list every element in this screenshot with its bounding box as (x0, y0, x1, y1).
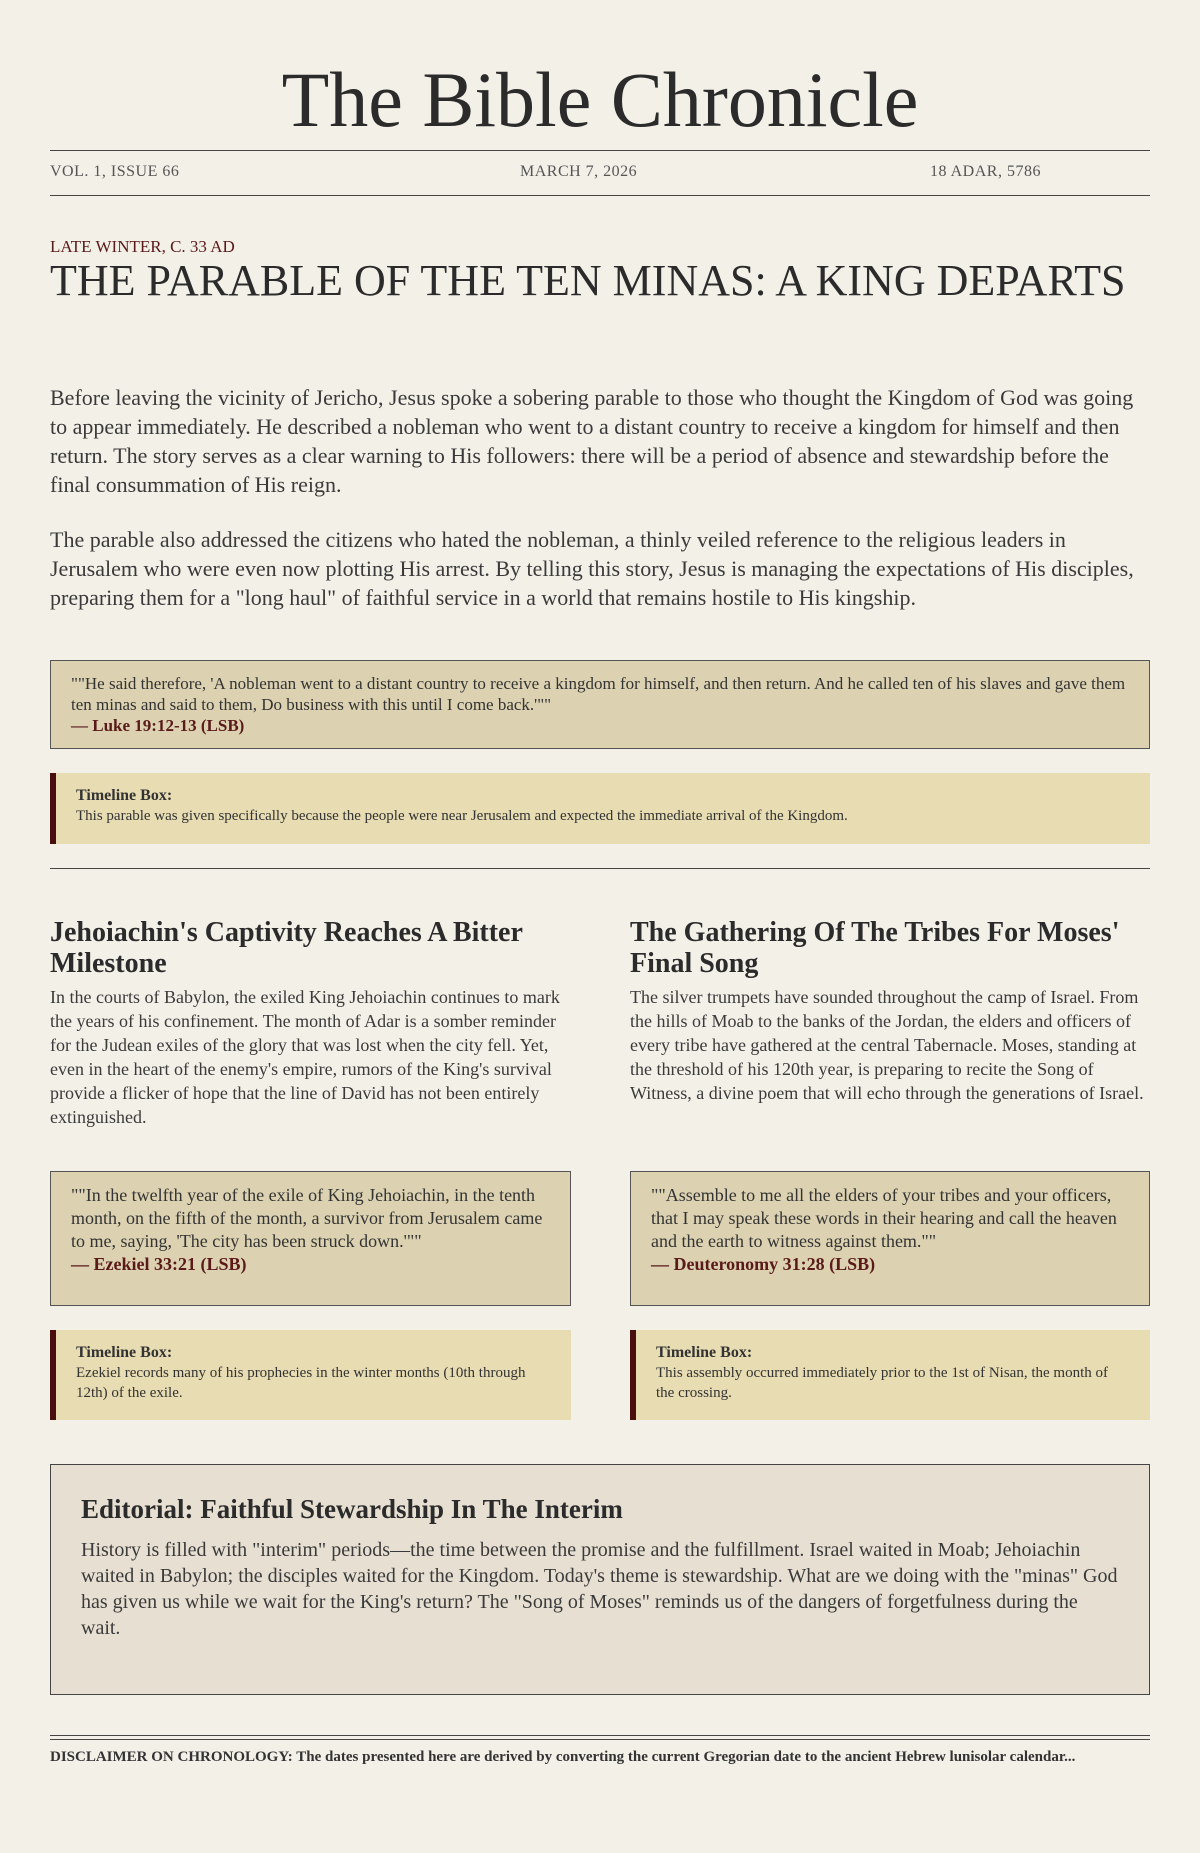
issue-date: MARCH 7, 2026 (520, 163, 638, 180)
quote-text: ""In the twelfth year of the exile of King Jehoiachin, in the tenth month, on the fifth of the month, a survivor from Jerusalem came to me, saying, 'The city has been struck down.'"" (71, 1185, 543, 1251)
issue-volume: VOL. 1, ISSUE 66 (50, 163, 180, 180)
left-column-body: In the courts of Babylon, the exiled King Jehoiachin continues to mark the years of his confinement. The month of Adar is a somber reminder for the Judean exiles of the glory that was lost when the city fell. Yet, even in the heart of the enemy's empire, rumors of the King's survival provide a flicker of hope that the line of David has not been entirely extinguished. (50, 987, 560, 1127)
section-divider (50, 868, 1150, 869)
chronology-disclaimer: DISCLAIMER ON CHRONOLOGY: The dates presented here are derived by converting the current Gregorian date to the ancient Hebrew lunisolar calendar... (50, 1749, 1076, 1765)
hebrew-date: 18 ADAR, 5786 (930, 163, 1041, 180)
lead-timeline-box (50, 773, 1150, 844)
quote-text: ""He said therefore, 'A nobleman went to a distant country to receive a kingdom for himself, and then return. And he called ten of his slaves and gave them ten minas and said to them, Do business with this until I come back.'"" (71, 674, 1126, 714)
lead-paragraph: The parable also addressed the citizens who hated the nobleman, a thinly veiled reference to the religious leaders in Jerusalem who were even now plotting His arrest. By telling this story, Jesus is managing the expectations of His disciples, preparing them for a "long haul" of faithful service in a world that remains hostile to His kingship. (50, 527, 1134, 610)
right-timeline-box (630, 1330, 1150, 1420)
timeline-label: Timeline Box: (656, 1344, 753, 1361)
right-column-body: The silver trumpets have sounded throughout the camp of Israel. From the hills of Moab to the banks of the Jordan, the elders and officers of every tribe have gathered at the central Tabernacle. Moses, standing at the threshold of his 120th year, is preparing to recite the Song of Witness, a divine poem that will echo through the generations of Israel. (630, 987, 1144, 1103)
timeline-text: Ezekiel records many of his prophecies in the winter months (10th through 12th) of the exile. (76, 1365, 526, 1401)
right-scripture-quote (630, 1171, 1150, 1306)
lead-headline: THE PARABLE OF THE TEN MINAS: A KING DEPARTS (50, 256, 1126, 305)
quote-reference: — Ezekiel 33:21 (LSB) (71, 1254, 247, 1274)
quote-reference: — Luke 19:12-13 (LSB) (71, 716, 245, 735)
masthead-meta-bar (50, 150, 1150, 196)
quote-text: ""Assemble to me all the elders of your tribes and your officers, that I may speak these words in their hearing and call the heaven and the earth to witness against them."" (651, 1185, 1117, 1251)
timeline-label: Timeline Box: (76, 787, 173, 804)
timeline-text: This assembly occurred immediately prior to the 1st of Nisan, the month of the crossing. (656, 1365, 1108, 1401)
lead-kicker: LATE WINTER, C. 33 AD (50, 237, 235, 256)
editorial-body: History is filled with "interim" periods—the time between the promise and the fulfillment. Israel waited in Moab; Jehoiachin waited in Babylon; the disciples waited for the Kingdom. Today's theme is stewardship. What are we doing with the "minas" God has given us while we wait for the King's return? The "Song of Moses" reminds us of the dangers of forgetfulness during the wait. (81, 1539, 1118, 1639)
lead-scripture-quote (50, 660, 1150, 749)
lead-paragraph: Before leaving the vicinity of Jericho, Jesus spoke a sobering parable to those who thought the Kingdom of God was going to appear immediately. He described a nobleman who went to a distant country to receive a kingdom for himself and then return. The story serves as a clear warning to His followers: there will be a period of absence and stewardship before the final consummation of His reign. (50, 385, 1134, 497)
left-scripture-quote (50, 1171, 571, 1306)
quote-reference: — Deuteronomy 31:28 (LSB) (651, 1254, 876, 1274)
timeline-text: This parable was given specifically because the people were near Jerusalem and expected the immediate arrival of the Kingdom. (76, 808, 848, 824)
masthead-title: The Bible Chronicle (281, 56, 919, 143)
footer-divider (50, 1735, 1150, 1740)
left-column-headline: Jehoiachin's Captivity Reaches A Bitter Milestone (50, 917, 523, 979)
editorial-box (50, 1464, 1150, 1695)
right-column-headline: The Gathering Of The Tribes For Moses' Final Song (630, 917, 1120, 979)
left-timeline-box (50, 1330, 571, 1420)
editorial-title: Editorial: Faithful Stewardship In The Interim (81, 1494, 623, 1524)
timeline-label: Timeline Box: (76, 1344, 173, 1361)
